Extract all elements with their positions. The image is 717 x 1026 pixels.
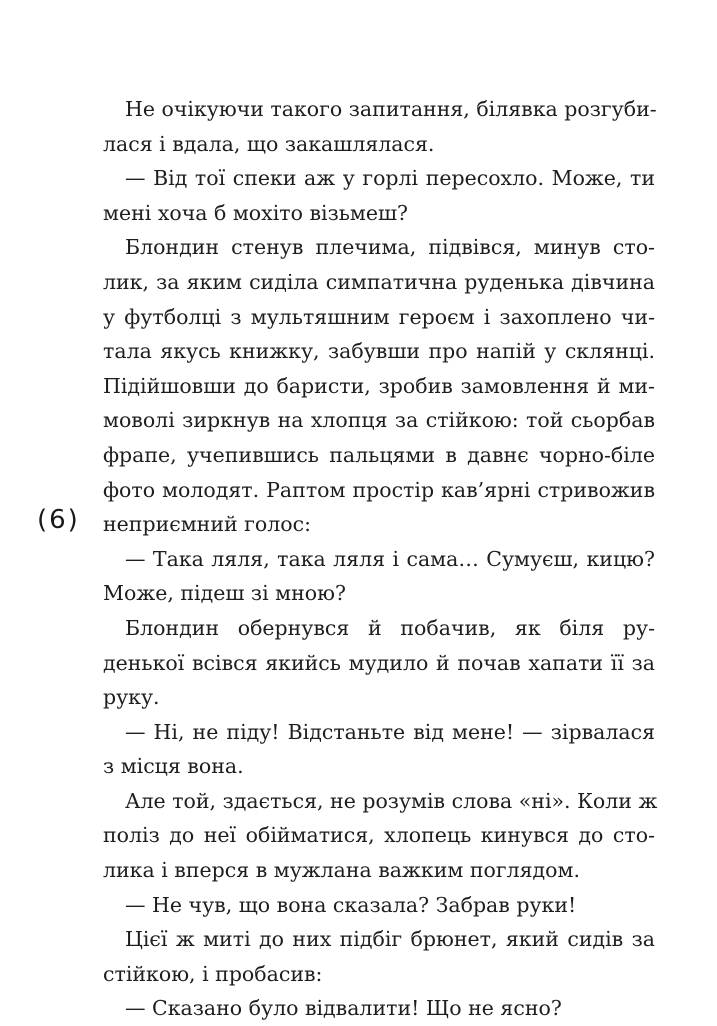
text-line: лася і вдала, що закашлялася. [103, 131, 435, 156]
text-line: Підійшовши до баристи, зробив замовлення й ми- [103, 373, 655, 398]
text-line: — Не чув, що вона сказала? Забрав руки! [125, 892, 577, 917]
text-line: лика і вперся в мужлана важким поглядом. [103, 858, 580, 883]
text-line: неприємний голос: [103, 512, 312, 537]
text-line: поліз до неї обійматися, хлопець кинувся до сто- [103, 823, 655, 848]
text-line: денької всівся якийсь мудило й почав хапати її за [103, 650, 655, 675]
text-line: — Така ляля, така ляля і сама… Сумуєш, кицю? [125, 546, 655, 571]
text-line: Цієї ж миті до них підбіг брюнет, який сидів за [125, 927, 655, 952]
text-line: тала якусь книжку, забувши про напій у склянці. [103, 339, 655, 364]
text-line: фрапе, учепившись пальцями в давнє чорно-біле [103, 442, 655, 467]
book-page-text [103, 92, 658, 1026]
text-line: Але той, здається, не розумів слова «ні». Коли ж [125, 788, 658, 813]
text-line: руку. [103, 685, 160, 710]
text-line: — Від тої спеки аж у горлі пересохло. Може, ти [125, 166, 655, 191]
text-line: — Ні, не піду! Відстаньте від мене! — зірвалася [125, 719, 655, 744]
text-line: стійкою, і пробасив: [103, 961, 323, 986]
text-line: Блондин обернувся й побачив, як біля ру- [125, 615, 655, 640]
text-line: у футболці з мультяшним героєм і захоплено чи- [103, 304, 655, 329]
text-line: мені хоча б мохіто візьмеш? [103, 200, 409, 225]
text-line: Може, підеш зі мною? [103, 581, 346, 606]
text-line: Не очікуючи такого запитання, білявка розгуби- [125, 97, 657, 121]
margin-annotation: (6) [37, 505, 80, 535]
text-line: фото молодят. Раптом простір кав’ярні стривожив [103, 477, 655, 502]
text-line: Блондин стенув плечима, підвівся, минув сто- [125, 235, 655, 260]
text-line: моволі зиркнув на хлопця за стійкою: той сьорбав [103, 408, 655, 433]
text-line: з місця вона. [103, 754, 244, 779]
text-line: — Сказано було відвалити! Що не ясно? [125, 996, 562, 1021]
text-line: лик, за яким сиділа симпатична руденька дівчина [103, 269, 655, 294]
